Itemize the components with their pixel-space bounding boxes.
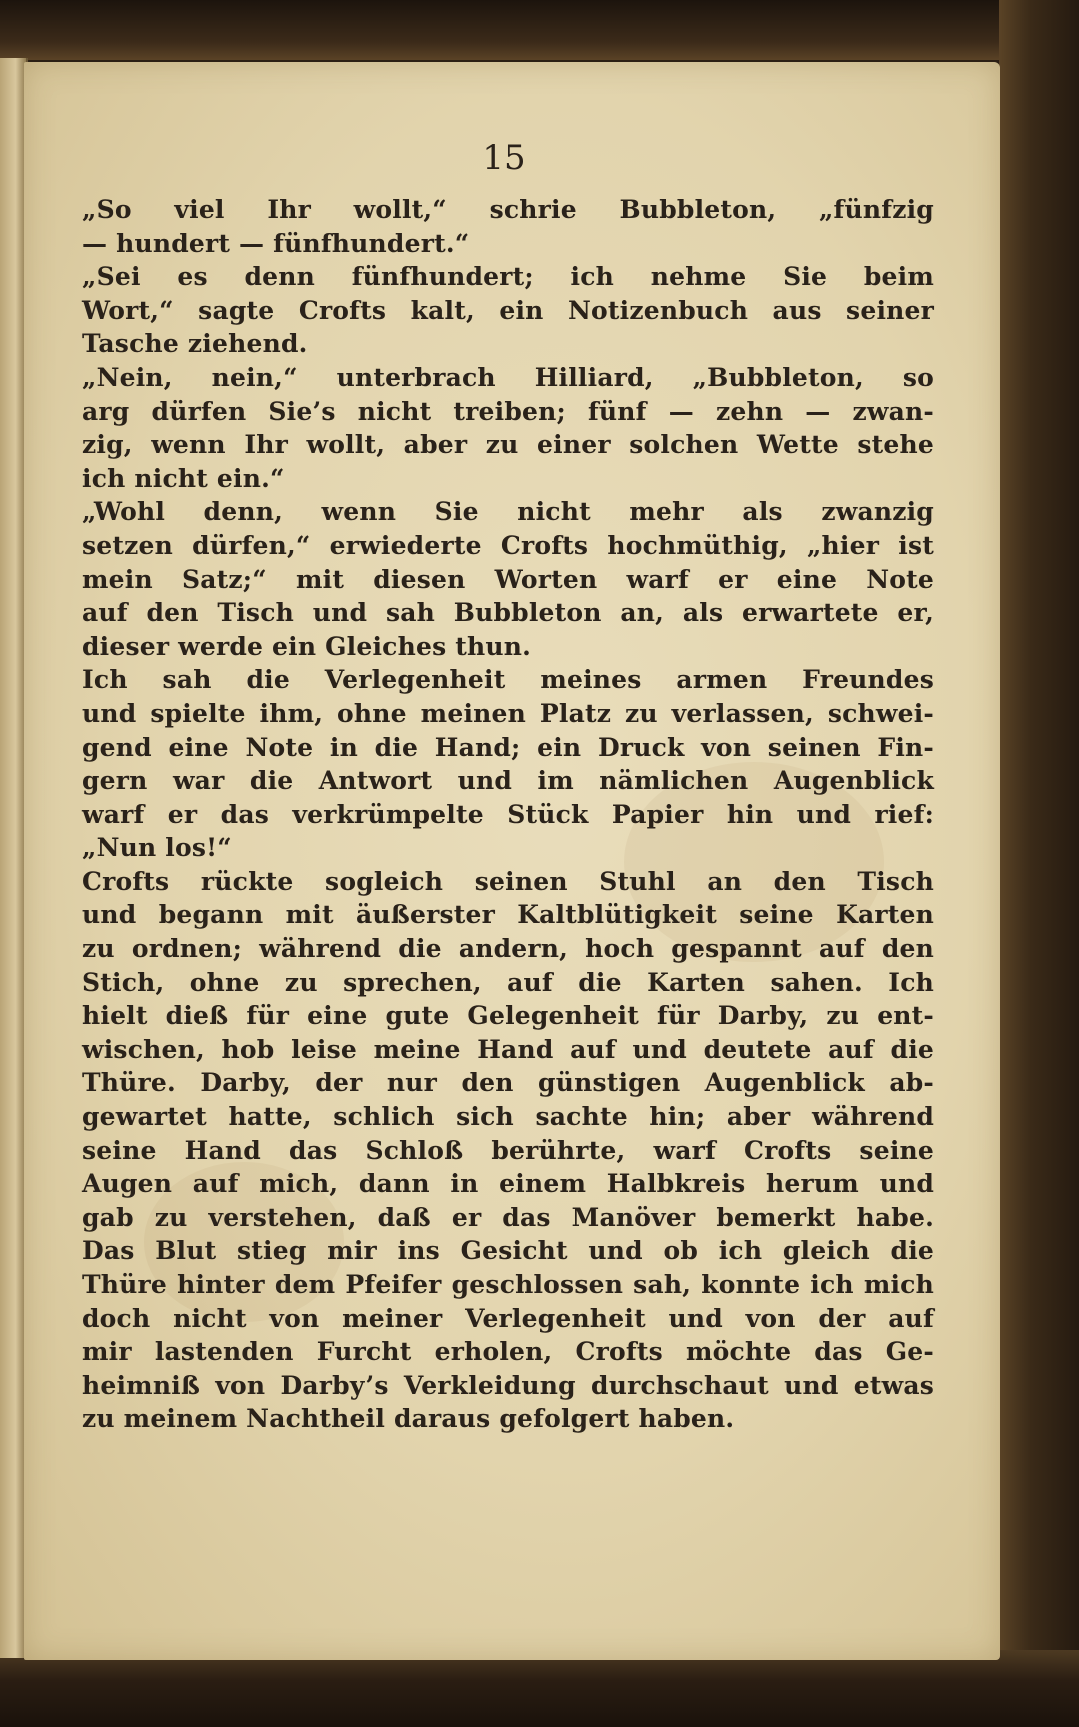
text-line: zu ordnen; während die andern, hoch gespannt auf den xyxy=(82,934,934,964)
text-line: Wort,“ sagte Crofts kalt, ein Notizenbuch aus seiner xyxy=(82,295,934,325)
body-text xyxy=(82,194,934,1437)
text-line: Thüre hinter dem Pfeifer geschlossen sah, konnte ich mich xyxy=(82,1270,934,1299)
text-line: dieser werde ein Gleiches thun. xyxy=(82,631,532,661)
text-line: „Wohl denn, wenn Sie nicht mehr als zwanzig xyxy=(82,497,934,527)
book-page xyxy=(24,62,1000,1660)
text-line: zu meinem Nachtheil daraus gefolgert haben. xyxy=(82,1404,735,1434)
text-line: auf den Tisch und sah Bubbleton an, als erwartete er, xyxy=(82,598,934,628)
text-line: „So viel Ihr wollt,“ schrie Bubbleton, „fünfzig xyxy=(82,195,934,224)
text-line: seine Hand das Schloß berührte, warf Crofts seine xyxy=(82,1135,934,1165)
text-line: Augen auf mich, dann in einem Halbkreis herum und xyxy=(82,1169,934,1199)
text-line: — hundert — fünfhundert.“ xyxy=(82,228,470,258)
text-line: warf er das verkrümpelte Stück Papier hin und rief: xyxy=(82,799,934,829)
text-line: gern war die Antwort und im nämlichen Augenblick xyxy=(82,766,934,796)
text-line: ich nicht ein.“ xyxy=(82,463,285,493)
text-line: setzen dürfen,“ erwiederte Crofts hochmüthig, „hier ist xyxy=(82,530,934,560)
book-cover-right-edge xyxy=(999,0,1079,1727)
text-line: Ich sah die Verlegenheit meines armen Freundes xyxy=(82,665,934,695)
text-line: „Sei es denn fünfhundert; ich nehme Sie beim xyxy=(82,262,934,292)
text-line: arg dürfen Sie’s nicht treiben; fünf — zehn — zwan- xyxy=(82,396,934,426)
text-line: hielt dieß für eine gute Gelegenheit für Darby, zu ent- xyxy=(82,1001,934,1031)
text-line: gab zu verstehen, daß er das Manöver bemerkt habe. xyxy=(82,1202,934,1232)
text-line: „Nun los!“ xyxy=(82,833,232,863)
text-line: und spielte ihm, ohne meinen Platz zu verlassen, schwei- xyxy=(82,698,934,728)
text-line: zig, wenn Ihr wollt, aber zu einer solchen Wette stehe xyxy=(82,430,934,460)
text-line: mein Satz;“ mit diesen Worten warf er eine Note xyxy=(82,564,934,594)
text-line: heimniß von Darby’s Verkleidung durchschaut und etwas xyxy=(82,1370,934,1400)
text-line: Thüre. Darby, der nur den günstigen Augenblick ab- xyxy=(82,1068,934,1098)
text-line: und begann mit äußerster Kaltblütigkeit seine Karten xyxy=(82,900,934,930)
text-line: mir lastenden Furcht erholen, Crofts möchte das Ge- xyxy=(82,1337,934,1367)
text-line: Stich, ohne zu sprechen, auf die Karten sahen. Ich xyxy=(82,967,934,997)
text-line: Tasche ziehend. xyxy=(82,329,308,359)
text-line: wischen, hob leise meine Hand auf und deutete auf die xyxy=(82,1034,934,1064)
page-number: 15 xyxy=(482,138,526,178)
text-line: gend eine Note in die Hand; ein Druck von seinen Fin- xyxy=(82,732,934,762)
text-line: doch nicht von meiner Verlegenheit und von der auf xyxy=(82,1303,934,1333)
book-cover-top-edge xyxy=(0,0,1079,60)
text-line: gewartet hatte, schlich sich sachte hin; aber während xyxy=(82,1102,934,1132)
text-line: Das Blut stieg mir ins Gesicht und ob ich gleich die xyxy=(82,1236,934,1266)
text-line: Crofts rückte sogleich seinen Stuhl an den Tisch xyxy=(82,866,934,896)
book-cover-bottom-edge xyxy=(0,1650,1079,1727)
text-line: „Nein, nein,“ unterbrach Hilliard, „Bubbleton, so xyxy=(82,362,934,392)
